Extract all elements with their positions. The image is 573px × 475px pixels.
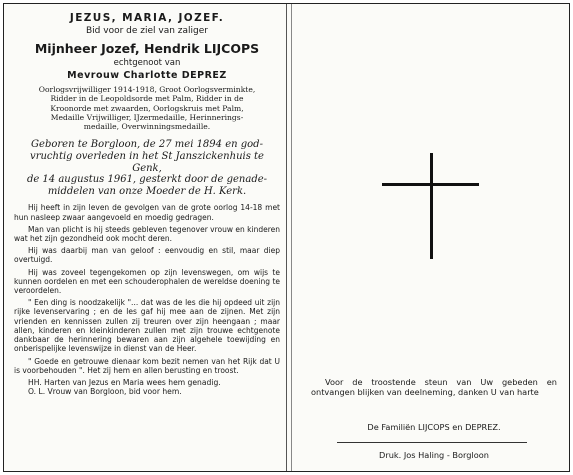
- decoration-line: Oorlogsvrijwilliger 1914-1918, Groot Oorlogsverminkte,: [38, 85, 256, 94]
- decoration-line: Kroonorde met zwaarden, Oorlogskruis met Palm,: [50, 103, 244, 113]
- deceased-name: Mijnheer Jozef, Hendrik LIJCOPS: [34, 41, 260, 56]
- spouse-name: Mevrouw Charlotte DEPREZ: [67, 70, 227, 81]
- right-panel: [297, 4, 565, 469]
- closing-prayers: [14, 378, 280, 397]
- cross-icon-vertical: [430, 153, 433, 259]
- printer-credit: Druk. Jos Haling - Borgloon: [379, 450, 489, 460]
- bio-paragraph: " Een ding is noodzakelijk "... dat was de les die hij opdeed uit zijn rijke levenservaring ; en de les gaf hij mee aan de zijnen. Met zijn vrienden en kennissen zullen zij treuren over zijn heengaan ; maar allen, kinderen en kleinkinderen zullen met zijn trouwe echtgenote dankbaar de herinnering bewaren aan zijn algehele toewijding en onberispelijke levenswijze in dienst van de Heer.: [14, 298, 280, 354]
- prayer-line: Bid voor de ziel van zaliger: [86, 26, 208, 36]
- decoration-line: medaille, Overwinningsmedaille.: [83, 122, 211, 132]
- birth-line: Geboren te Borgloon, de 27 mei 1894 en god-: [31, 139, 263, 151]
- bio-paragraph: Hij was zoveel tegengekomen op zijn levenswegen, om wijs te kunnen oordelen en met een schouderophalen de wereldse doening te veroordelen.: [14, 267, 280, 296]
- cross-icon-horizontal: [382, 183, 479, 186]
- closing-line: HH. Harten van Jezus en Maria wees hem genadig.: [28, 377, 221, 387]
- divider: [337, 442, 527, 443]
- bio-paragraph: " Goede en getrouwe dienaar kom bezit nemen van het Rijk dat U is voorbehouden ". Het zij hem en allen berusting en troost.: [14, 356, 280, 375]
- spouse-label: echtgenoot van: [113, 58, 181, 68]
- left-panel: [14, 12, 280, 397]
- decoration-line: Medaille Vrijwilliger, IJzermedaille, Herinnerings-: [50, 112, 244, 122]
- fold-line-inner: [291, 4, 292, 471]
- closing-line: O. L. Vrouw van Borgloon, bid voor hem.: [28, 387, 182, 397]
- birth-death-statement: [14, 139, 280, 197]
- decorations: [14, 85, 280, 131]
- birth-line: de 14 augustus 1961, gesterkt door de genade-: [26, 174, 268, 186]
- birth-line: vruchtig overleden in het St Janszickenhuis te Genk,: [30, 151, 264, 174]
- thanks-text: Voor de troostende steun van Uw gebeden en ontvangen blijken van deelneming, danken U van harte: [311, 377, 557, 398]
- decoration-line: Ridder in de Leopoldsorde met Palm, Ridder in de: [50, 94, 244, 104]
- birth-line: middelen van onze Moeder de H. Kerk.: [47, 185, 247, 197]
- biography: [14, 203, 280, 374]
- bio-paragraph: Hij heeft in zijn leven de gevolgen van de grote oorlog 14-18 met hun nasleep zwaar aangevoeld en moedig gedragen.: [14, 203, 280, 222]
- memorial-card: [3, 3, 570, 472]
- family-signature: De Familiën LIJCOPS en DEPREZ.: [367, 422, 501, 432]
- fold-line: [286, 4, 287, 471]
- invocation: JEZUS, MARIA, JOZEF.: [69, 12, 225, 24]
- bio-paragraph: Hij was daarbij man van geloof : eenvoudig en stil, maar diep overtuigd.: [14, 246, 280, 265]
- bio-paragraph: Man van plicht is hij steeds gebleven tegenover vrouw en kinderen wat het zijn gezondheid ook mocht deren.: [14, 224, 280, 244]
